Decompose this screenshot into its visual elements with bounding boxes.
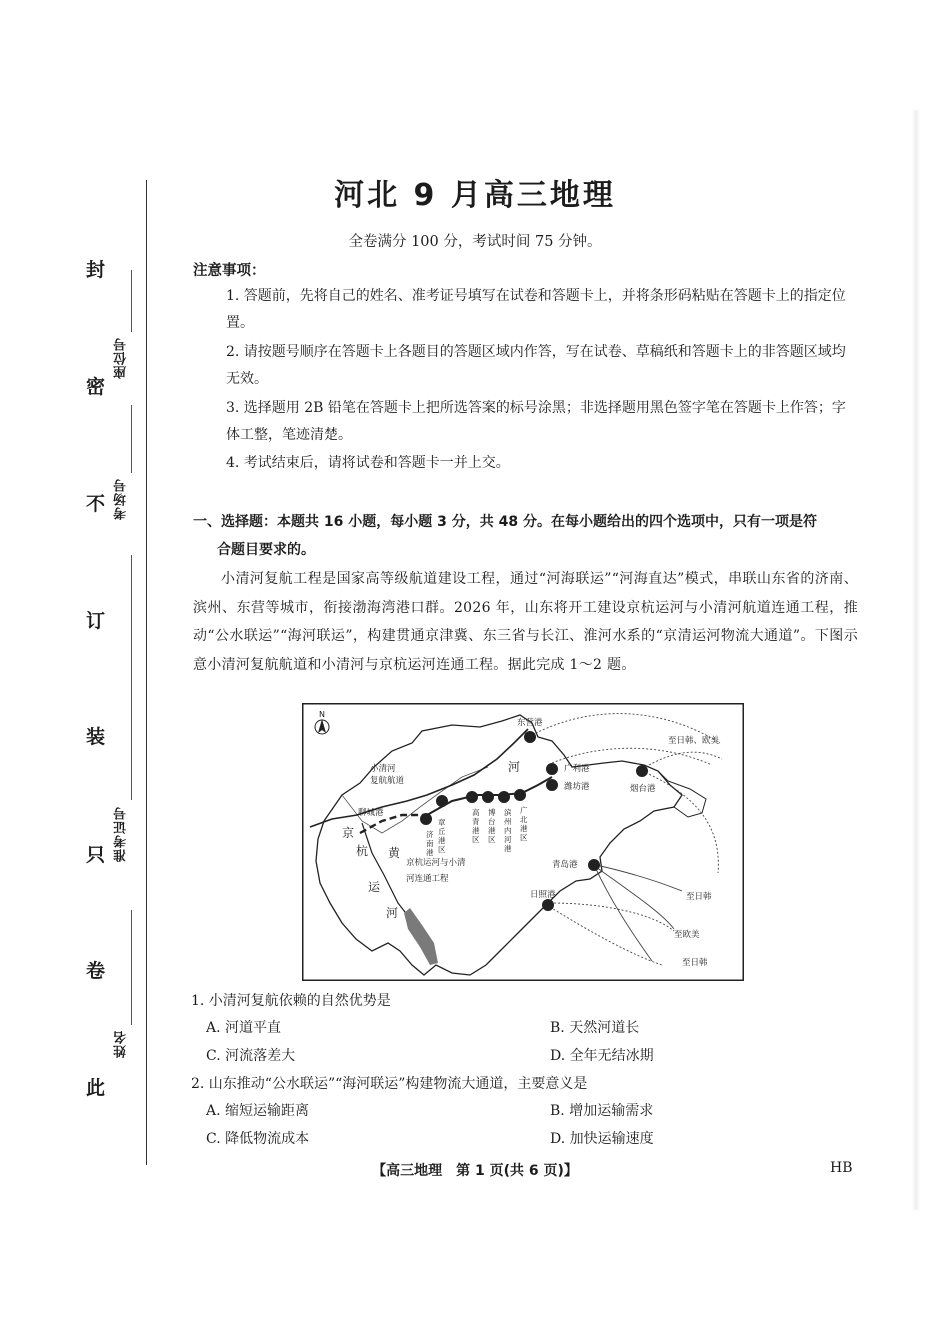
port-dongying: 东营港 xyxy=(517,718,543,728)
river-label: 河 xyxy=(508,760,521,774)
question-option[interactable]: D. 全年无结冰期 xyxy=(550,1048,654,1064)
binzhou-label: 滨州内河港 xyxy=(504,808,512,853)
exam-subtitle: 全卷满分 100 分，考试时间 75 分钟。 xyxy=(348,234,602,250)
port-guangli: 广利港 xyxy=(564,764,590,774)
ticket-number-field xyxy=(112,806,131,862)
port-marker xyxy=(498,791,510,803)
question-option[interactable]: B. 增加运输需求 xyxy=(550,1103,654,1119)
question-option[interactable]: C. 河流落差大 xyxy=(206,1048,296,1064)
seal-char: 不 xyxy=(86,493,106,515)
north-label: N xyxy=(319,710,325,719)
port-rizhao: 日照港 xyxy=(530,890,556,900)
seat-number-field xyxy=(112,337,131,379)
canal-label: 京 xyxy=(342,826,355,840)
seal-char: 装 xyxy=(86,726,106,748)
name-line[interactable] xyxy=(131,910,132,1025)
binding-line xyxy=(146,180,147,1165)
dest-japan-korea-2: 至日韩 xyxy=(682,958,708,968)
section-heading xyxy=(193,508,858,564)
page-footer: 【高三地理 第 1 页(共 6 页)】 xyxy=(372,1163,578,1179)
seal-char: 卷 xyxy=(86,960,106,982)
link-project-label: 河连通工程 xyxy=(406,874,449,884)
port-yantai: 烟台港 xyxy=(630,784,656,794)
canal-label: 运 xyxy=(368,880,381,894)
reading-passage: 小清河复航工程是国家高等级航道建设工程，通过“河海联运”“河海直达”模式，串联山东省的济南、滨州、东营等城市，衔接渤海湾港口群。2026 年，山东将开工建设京杭运河与小清河航道连通工程，推动“公水联运”“海河联运”，构建贯通京津冀、东三省与长江、淮河水系的“京清运河物流大通道”。下图示意小清河复航航道和小清河与京杭运河连通工程。据此完成 1～2 题。 xyxy=(193,571,858,673)
port-liaocheng: 聊城港 xyxy=(358,808,384,818)
seat-number-label: 座位号 xyxy=(114,337,129,379)
port-marker xyxy=(514,789,526,801)
scan-edge xyxy=(912,110,920,1210)
notice-heading: 注意事项： xyxy=(193,263,266,279)
botai-label: 博台港区 xyxy=(488,808,496,844)
name-label: 姓名 xyxy=(114,1030,129,1058)
port-marker xyxy=(482,791,494,803)
port-marker xyxy=(588,859,600,871)
seal-char: 只 xyxy=(86,844,106,866)
ticket-number-label: 准考证号 xyxy=(114,806,129,862)
port-marker xyxy=(524,731,536,743)
dest-europe: 至欧美 xyxy=(674,930,700,940)
jinan-label: 济南港 xyxy=(426,830,434,857)
port-marker xyxy=(546,779,558,791)
ticket-number-line[interactable] xyxy=(131,555,132,800)
port-marker xyxy=(420,813,432,825)
name-field xyxy=(112,1030,131,1058)
seal-char: 此 xyxy=(86,1077,106,1099)
canal-label: 河 xyxy=(386,906,399,920)
notice-item: 3. 选择题用 2B 铅笔在答题卡上把所选答案的标号涂黑；非选择题用黑色签字笔在答题卡上作答；字体工整，笔迹清楚。 xyxy=(226,400,846,443)
seat-number-line[interactable] xyxy=(131,270,132,332)
port-marker xyxy=(636,765,648,777)
question-option[interactable]: D. 加快运输速度 xyxy=(550,1131,654,1147)
port-qingdao: 青岛港 xyxy=(552,860,578,870)
exam-room-line[interactable] xyxy=(131,405,132,473)
footer-code: HB xyxy=(830,1160,853,1176)
huang-label: 黄 xyxy=(388,846,401,860)
port-marker xyxy=(542,899,554,911)
notice-item: 1. 答题前，先将自己的姓名、准考证号填写在试卷和答题卡上，并将条形码粘贴在答题卡上的指定位置。 xyxy=(226,288,846,331)
dest-korea-europe: 至日韩、欧美 xyxy=(668,736,720,746)
seal-char: 订 xyxy=(86,610,106,632)
question-option[interactable]: B. 天然河道长 xyxy=(550,1020,640,1036)
port-weifang: 潍坊港 xyxy=(564,782,590,792)
notice-item: 4. 考试结束后，请将试卷和答题卡一并上交。 xyxy=(226,455,510,471)
seal-char: 封 xyxy=(86,259,106,281)
section-line-2: 合题目要求的。 xyxy=(217,542,315,558)
zhangqiu-label: 章丘港区 xyxy=(438,818,446,854)
guangbei-label: 广北港区 xyxy=(520,806,528,842)
section-line-1: 一、选择题：本题共 16 小题，每小题 3 分，共 48 分。在每小题给出的四个选项中，只有一项是符 xyxy=(193,514,817,530)
xqh-route-label: 复航航道 xyxy=(370,776,405,786)
exam-room-label: 考场号 xyxy=(114,478,129,520)
page-title: 河北 9 月高三地理 xyxy=(334,178,616,213)
gaoqing-label: 高青港区 xyxy=(472,808,480,844)
question-option[interactable]: A. 河道平直 xyxy=(206,1020,282,1036)
question-stem: 1. 小清河复航依赖的自然优势是 xyxy=(191,993,391,1009)
question-option[interactable]: C. 降低物流成本 xyxy=(206,1131,310,1147)
shandong-map-figure xyxy=(302,703,744,981)
exam-room-field xyxy=(112,478,131,520)
port-marker xyxy=(546,763,558,775)
dest-japan-korea-1: 至日韩 xyxy=(686,892,712,902)
notice-item: 2. 请按题号顺序在答题卡上各题目的答题区域内作答，写在试卷、草稿纸和答题卡上的非答题区域均无效。 xyxy=(226,344,846,387)
link-project-label: 京杭运河与小清 xyxy=(406,858,466,868)
seal-char: 密 xyxy=(86,376,106,398)
question-stem: 2. 山东推动“公水联运”“海河联运”构建物流大通道，主要意义是 xyxy=(191,1076,588,1092)
question-option[interactable]: A. 缩短运输距离 xyxy=(206,1103,310,1119)
port-marker xyxy=(436,795,448,807)
port-marker xyxy=(466,791,478,803)
canal-label: 杭 xyxy=(356,844,369,858)
xqh-route-label: 小清河 xyxy=(370,764,396,774)
